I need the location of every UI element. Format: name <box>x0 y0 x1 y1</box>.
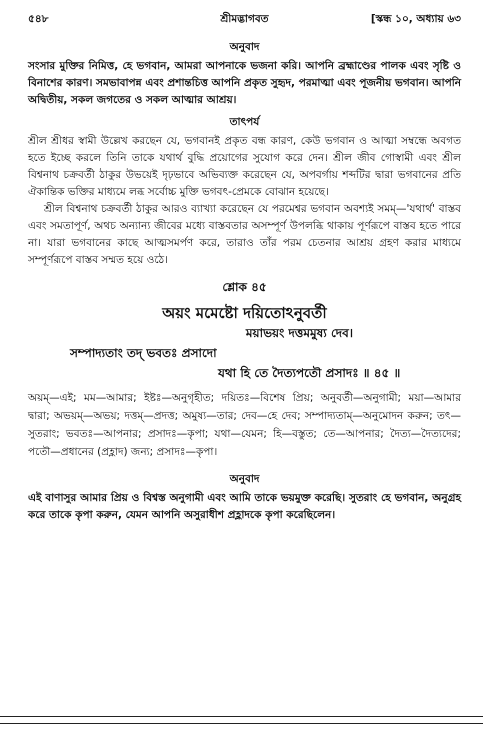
chapter-reference: [স্কন্ধ ১০, অধ্যায় ৬৩ <box>370 13 461 25</box>
translation-heading: অনুবাদ <box>229 41 260 53</box>
verse-line-4: যথা হি তে দৈত্যপতৌ প্রসাদঃ ॥ ৪৫ ॥ <box>218 366 401 380</box>
verse-line-3: সম্পাদ্যতাং তদ্ ভবতঃ প্রসাদো <box>70 346 217 360</box>
verse-text <box>28 303 461 383</box>
purport-heading: তাৎপর্য <box>229 116 260 128</box>
bottom-rule <box>0 716 483 724</box>
page-number: ৫৪৮ <box>28 13 49 25</box>
translation-text: সংসার মুক্তির নিমিত্ত, হে ভগবান, আমরা আপনাকে ভজনা করি। আপনি ব্রহ্মাণ্ডের পালক এবং সৃষ্টি ও বিনাশের কারণ। সমভাবাপন্ন এবং প্রশান্তচিত্ত আপনি প্রকৃত সুহৃদ, পরমাত্মা এবং পূজনীয় ভগবান। আপনি অদ্বিতীয়, সকল জগতের ও সকল আত্মার আশ্রয়। <box>28 60 461 106</box>
page-content <box>28 40 461 524</box>
verse-line-2: ময়াভয়ং দত্তমমুষ্য দেব। <box>245 326 354 340</box>
verse-line-1: অয়ং মমেষ্টো দয়িতোঽনুবর্তী <box>162 304 327 322</box>
purport-paragraph-2: শ্রীল বিশ্বনাথ চক্রবর্তী ঠাকুর আরও ব্যাখ্যা করেছেন যে পরমেশ্বর ভগবান অবশ্যই সমম্—'যথার্থ' বাস্তব এবং সমতাপূর্ণ, অথচ অন্যান্য জীবের মধ্যে বাস্তবতার অসম্পূর্ণ উপলব্ধি থাকায় পূর্ণরূপে বাস্তব হতে পারে না। যারা ভগবানের কাছে আত্মসমর্পণ করে, তারাও তাঁর পরম চেতনার আশ্রয় গ্রহণ করার মাধ্যমে সম্পূর্ণরূপে বাস্তব সম্মত হয়ে ওঠে। <box>28 203 461 266</box>
purport-paragraph-1: শ্রীল শ্রীধর স্বামী উল্লেখ করছেন যে, ভগবানই প্রকৃত বন্ধ কারণ, কেউ ভগবান ও আত্মা সম্বন্ধে অবগত হতে ইচ্ছে করলে তিনি তাকে যথার্থ বুদ্ধি প্রয়োগের সুযোগ করে দেন। শ্রীল জীব গোস্বামী এবং শ্রীল বিশ্বনাথ চক্রবর্তী ঠাকুর উভয়েই দৃঢ়ভাবে অভিব্যক্ত করেছেন যে, অপবর্গায় শব্দটির দ্বারা ভগবানের প্রতি ঐকান্তিক ভক্তির মাধ্যমে লব্ধ সর্বোচ্চ মুক্তি ভগবৎ-প্রেমকে বোঝান হয়েছে। <box>28 135 461 198</box>
translation-heading-2: অনুবাদ <box>229 472 260 485</box>
page-header <box>28 12 461 28</box>
word-synonyms: অয়ম্—এই; মম—আমার; ইষ্টঃ—অনুগৃহীত; দয়িতঃ—বিশেষ প্রিয়; অনুবর্তী—অনুগামী; ময়া—আমার দ্বারা; অভয়ম্—অভয়; দত্তম্—প্রদত্ত; অমুষ্য—তার; দেব—হে দেব; সম্পাদ্যতাম্—অনুমোদন করুন; তৎ—সুতরাং; ভবতঃ—আপনার; প্রসাদঃ—কৃপা; যথা—যেমন; হি—বস্তুত; তে—আপনার; দৈত্য—দৈত্যদের; পতৌ—প্রধানের (প্রহ্লাদ) জন্য; প্রসাদঃ—কৃপা। <box>28 392 461 458</box>
verse-title: শ্লোক ৪৫ <box>222 280 267 294</box>
translation-text-2: এই বাণাসুর আমার প্রিয় ও বিশ্বস্ত অনুগামী এবং আমি তাকে ভয়মুক্ত করেছি। সুতরাং হে ভগবান, অনুগ্রহ করে তাকে কৃপা করুন, যেমন আপনি অসুরাধীশ প্রহ্লাদকে কৃপা করেছিলেন। <box>28 491 461 521</box>
book-title: শ্রীমদ্ভাগবত <box>220 13 269 25</box>
